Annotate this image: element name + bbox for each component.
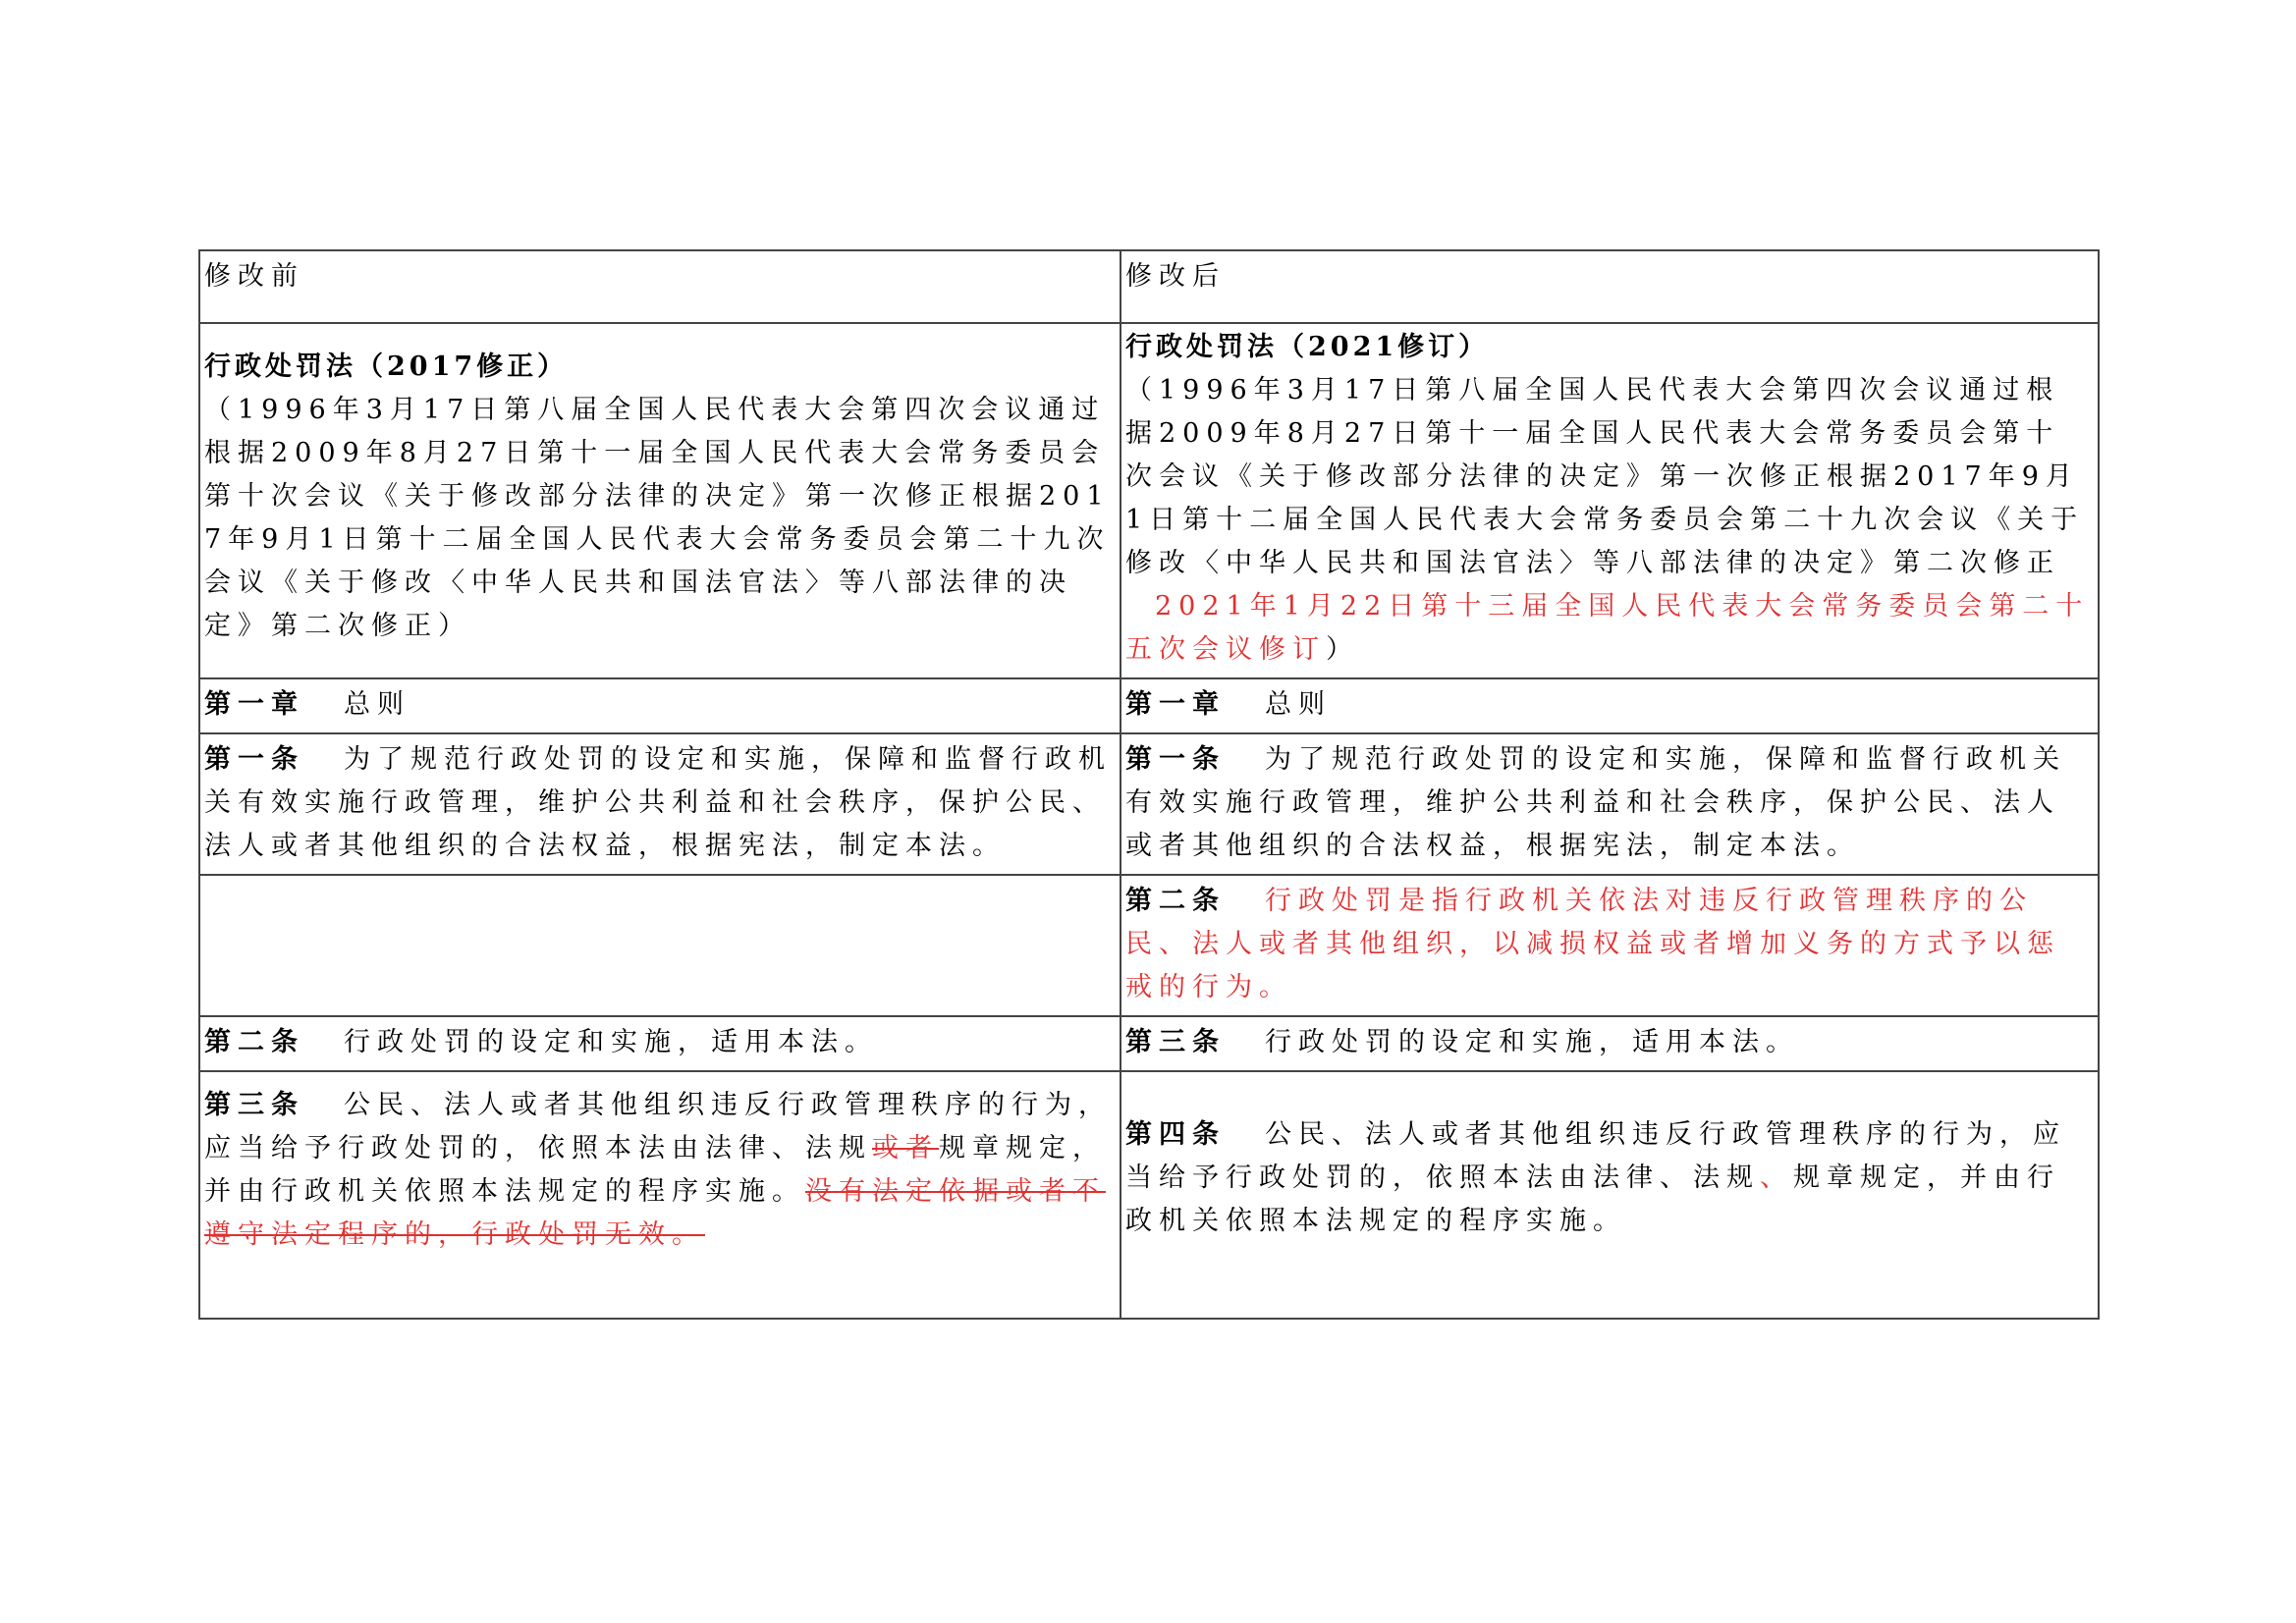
- added-text: 、: [1760, 1163, 1793, 1193]
- article-text: 行政处罚的设定和实施，适用本法。: [1265, 1027, 1799, 1057]
- article-label: 第二条: [204, 1027, 304, 1057]
- table-header-row: [199, 250, 2099, 323]
- chapter-after-cell: [1121, 678, 2099, 733]
- article-label: 第三条: [204, 1090, 304, 1120]
- header-after: 修改后: [1121, 250, 2099, 323]
- article-text: 公民、法人或者其他组织违反行政管理秩序的行为，应当给予行政处罚的，依照本法由法律、法规: [204, 1090, 1112, 1163]
- article-text: 公民、法人或者其他组织违反行政管理秩序的行为，应当给予行政处罚的，依照本法由法律、法规: [1125, 1119, 2066, 1193]
- chapter-label-before: 第一章: [204, 689, 304, 720]
- table-row: [199, 323, 2099, 678]
- header-before: 修改前: [199, 250, 1121, 323]
- article-text: 行政处罚的设定和实施，适用本法。: [344, 1027, 878, 1057]
- comparison-table: [198, 249, 2100, 1320]
- article2-after-cell: [1121, 1016, 2099, 1071]
- table-row: [199, 1071, 2099, 1319]
- article-text-added: 行政处罚是指行政机关依法对违反行政管理秩序的公民、法人或者其他组织，以减损权益或者增加义务的方式予以惩戒的行为。: [1125, 886, 2060, 1002]
- article1-before-cell: [199, 733, 1121, 875]
- article-text: 规章规定，并由行政机关依照本法规定的程序实施。: [204, 1133, 1106, 1207]
- article-label: 第二条: [1125, 886, 1226, 916]
- law-title-before-cell: [199, 323, 1121, 678]
- article-label: 第一条: [1125, 744, 1226, 775]
- chapter-text-after: 总则: [1265, 689, 1332, 720]
- article-text: 为了规范行政处罚的设定和实施，保障和监督行政机关有效实施行政管理，维护公共利益和社会秩序，保护公民、法人或者其他组织的合法权益，根据宪法，制定本法。: [204, 744, 1112, 861]
- table-row: [199, 678, 2099, 733]
- law-note-after-added: 2021年1月22日第十三届全国人民代表大会常务委员会第二十五次会议修订: [1125, 591, 2090, 665]
- article2-before-cell: [199, 1016, 1121, 1071]
- article-label: 第一条: [204, 744, 304, 775]
- article3-after-cell: [1121, 1071, 2099, 1319]
- article-label: 第三条: [1125, 1027, 1226, 1057]
- law-title-after-cell: [1121, 323, 2099, 678]
- chapter-label-after: 第一章: [1125, 689, 1226, 720]
- chapter-before-cell: [199, 678, 1121, 733]
- law-note-after: （1996年3月17日第八届全国人民代表大会第四次会议通过根据2009年8月27日第十一届全国人民代表大会常务委员会第十次会议《关于修改部分法律的决定》第一次修正根据2017年9月1日第十二届全国人民代表大会常务委员会第二十九次会议《关于修改〈中华人民共和国法官法〉等八部法律的决定》第二次修正: [1125, 375, 2085, 578]
- article1-after-cell: [1121, 733, 2099, 875]
- article-text: 为了规范行政处罚的设定和实施，保障和监督行政机关有效实施行政管理，维护公共利益和社会秩序，保护公民、法人或者其他组织的合法权益，根据宪法，制定本法。: [1125, 744, 2066, 861]
- article3-before-cell: [199, 1071, 1121, 1319]
- deleted-text: 没有法定依据或者不遵守法定程序的，行政处罚无效。: [204, 1176, 1106, 1250]
- law-note-after-close: ）: [1326, 634, 1359, 665]
- empty-cell: [199, 875, 1121, 1016]
- table-row: [199, 1016, 2099, 1071]
- article-label: 第四条: [1125, 1119, 1226, 1150]
- article-new2-after-cell: [1121, 875, 2099, 1016]
- law-title-before: 行政处罚法（2017修正）: [204, 352, 569, 382]
- deleted-text: 或者: [872, 1133, 939, 1163]
- chapter-text-before: 总则: [344, 689, 410, 720]
- table-row: [199, 875, 2099, 1016]
- law-title-after: 行政处罚法（2021修订）: [1125, 332, 1490, 362]
- table-row: [199, 733, 2099, 875]
- article-text: 规章规定，并由行政机关依照本法规定的程序实施。: [1125, 1163, 2060, 1236]
- law-note-before: （1996年3月17日第八届全国人民代表大会第四次会议通过根据2009年8月27日第十一届全国人民代表大会常务委员会第十次会议《关于修改部分法律的决定》第一次修正根据2017年9月1日第十二届全国人民代表大会常务委员会第二十九次会议《关于修改〈中华人民共和国法官法〉等八部法律的决定》第二次修正）: [204, 395, 1111, 641]
